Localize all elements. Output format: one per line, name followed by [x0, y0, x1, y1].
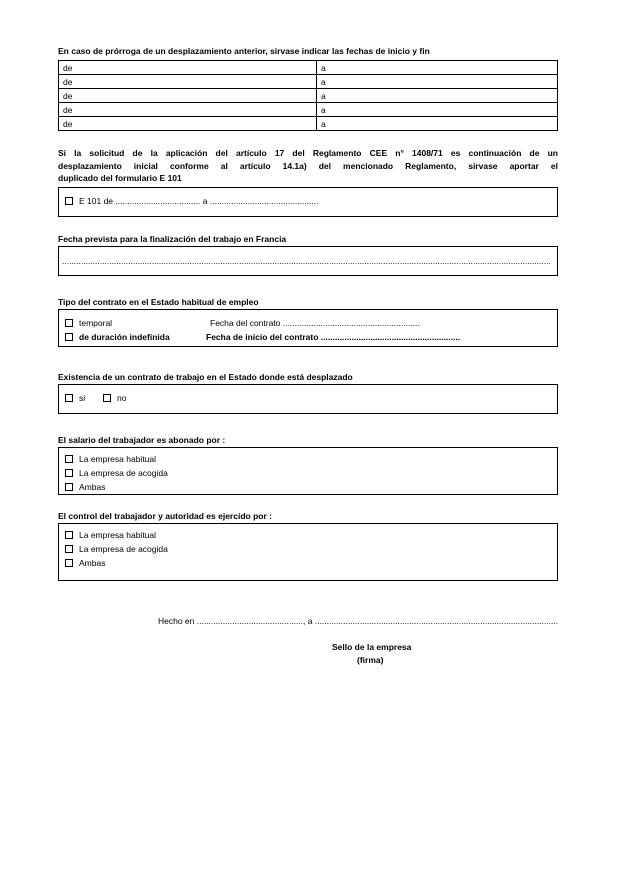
- contrato-option-temporal[interactable]: [65, 318, 112, 328]
- salario-heading: El salario del trabajador es abonado por :: [58, 435, 226, 445]
- salario-habitual-checkbox[interactable]: [65, 455, 73, 463]
- prorroga-row: [59, 61, 558, 75]
- firma-label: (firma): [357, 655, 384, 665]
- finalizacion-heading: Fecha prevista para la finalización del trabajo en Francia: [58, 234, 287, 244]
- temporal-label: temporal: [79, 318, 113, 328]
- contrato-heading: Tipo del contrato en el Estado habitual de empleo: [58, 297, 259, 307]
- articulo17-line1: Si la solicitud de la aplicación del artículo 17 del Reglamento CEE n° 1408/71 es continuación de un: [58, 148, 558, 158]
- sello-empresa-label: Sello de la empresa: [332, 642, 412, 652]
- salario-option-acogida[interactable]: [65, 468, 168, 478]
- no-checkbox[interactable]: [103, 394, 111, 402]
- prorroga-from-field[interactable]: de: [59, 117, 317, 131]
- indefinida-label: de duración indefinida: [79, 332, 170, 342]
- indefinida-checkbox[interactable]: [65, 333, 73, 341]
- control-acogida-label: La empresa de acogida: [79, 544, 168, 554]
- finalizacion-box: [58, 246, 558, 276]
- e101-box: [58, 187, 558, 217]
- prorroga-from-field[interactable]: de: [59, 89, 317, 103]
- prorroga-row: [59, 117, 558, 131]
- salario-box: [58, 447, 558, 495]
- existencia-heading: Existencia de un contrato de trabajo en el Estado donde está desplazado: [58, 372, 353, 382]
- control-option-ambas[interactable]: [65, 558, 105, 568]
- contrato-option-indefinida[interactable]: [65, 332, 170, 342]
- control-option-acogida[interactable]: [65, 544, 168, 554]
- prorroga-from-field[interactable]: de: [59, 61, 317, 75]
- salario-acogida-checkbox[interactable]: [65, 469, 73, 477]
- control-acogida-checkbox[interactable]: [65, 545, 73, 553]
- salario-ambas-label: Ambas: [79, 482, 106, 492]
- salario-option-ambas[interactable]: [65, 482, 105, 492]
- articulo17-line2: desplazamiento inicial conforme al artículo 14.1a) del mencionado Reglamento, sirvase aportar el: [58, 160, 558, 171]
- salario-acogida-label: La empresa de acogida: [79, 468, 168, 478]
- control-option-habitual[interactable]: [65, 530, 156, 540]
- prorroga-row: [59, 103, 558, 117]
- prorroga-to-field[interactable]: a: [317, 89, 558, 103]
- existencia-option-si[interactable]: [65, 393, 85, 403]
- prorroga-to-field[interactable]: a: [317, 103, 558, 117]
- fecha-contrato-field[interactable]: Fecha del contrato ..........................................................: [210, 318, 420, 328]
- existencia-option-no[interactable]: [103, 393, 126, 403]
- e101-checkbox[interactable]: [65, 197, 73, 205]
- si-label: si: [79, 393, 86, 403]
- prorroga-from-field[interactable]: de: [59, 103, 317, 117]
- articulo17-line3: duplicado del formulario E 101: [58, 173, 182, 183]
- salario-ambas-checkbox[interactable]: [65, 483, 73, 491]
- prorroga-row: [59, 75, 558, 89]
- articulo17-paragraph: [58, 147, 558, 185]
- e101-label: E 101 de .................................... a ..............................................: [79, 196, 319, 206]
- prorroga-heading: En caso de prórroga de un desplazamiento anterior, sirvase indicar las fechas de inicio y fin: [58, 46, 430, 56]
- fecha-inicio-contrato-field[interactable]: Fecha de inicio del contrato ...........................................................: [206, 332, 461, 342]
- control-habitual-label: La empresa habitual: [79, 530, 157, 540]
- finalizacion-field[interactable]: ...............................................................................................................................................................................................................: [62, 256, 551, 266]
- control-heading: El control del trabajador y autoridad es ejercido por :: [58, 511, 272, 521]
- si-checkbox[interactable]: [65, 394, 73, 402]
- prorroga-to-field[interactable]: a: [317, 75, 558, 89]
- prorroga-dates-table: [58, 60, 558, 131]
- prorroga-from-field[interactable]: de: [59, 75, 317, 89]
- prorroga-row: [59, 89, 558, 103]
- hecho-en-field[interactable]: Hecho en ............................................., a .......................................................................................................: [158, 616, 559, 626]
- no-label: no: [117, 393, 127, 403]
- control-habitual-checkbox[interactable]: [65, 531, 73, 539]
- control-box: [58, 523, 558, 581]
- salario-option-habitual[interactable]: [65, 454, 156, 464]
- contrato-box: [58, 309, 558, 347]
- prorroga-to-field[interactable]: a: [317, 61, 558, 75]
- control-ambas-label: Ambas: [79, 558, 106, 568]
- prorroga-to-field[interactable]: a: [317, 117, 558, 131]
- control-ambas-checkbox[interactable]: [65, 559, 73, 567]
- temporal-checkbox[interactable]: [65, 319, 73, 327]
- e101-option[interactable]: [65, 196, 319, 206]
- salario-habitual-label: La empresa habitual: [79, 454, 157, 464]
- existencia-box: [58, 384, 558, 414]
